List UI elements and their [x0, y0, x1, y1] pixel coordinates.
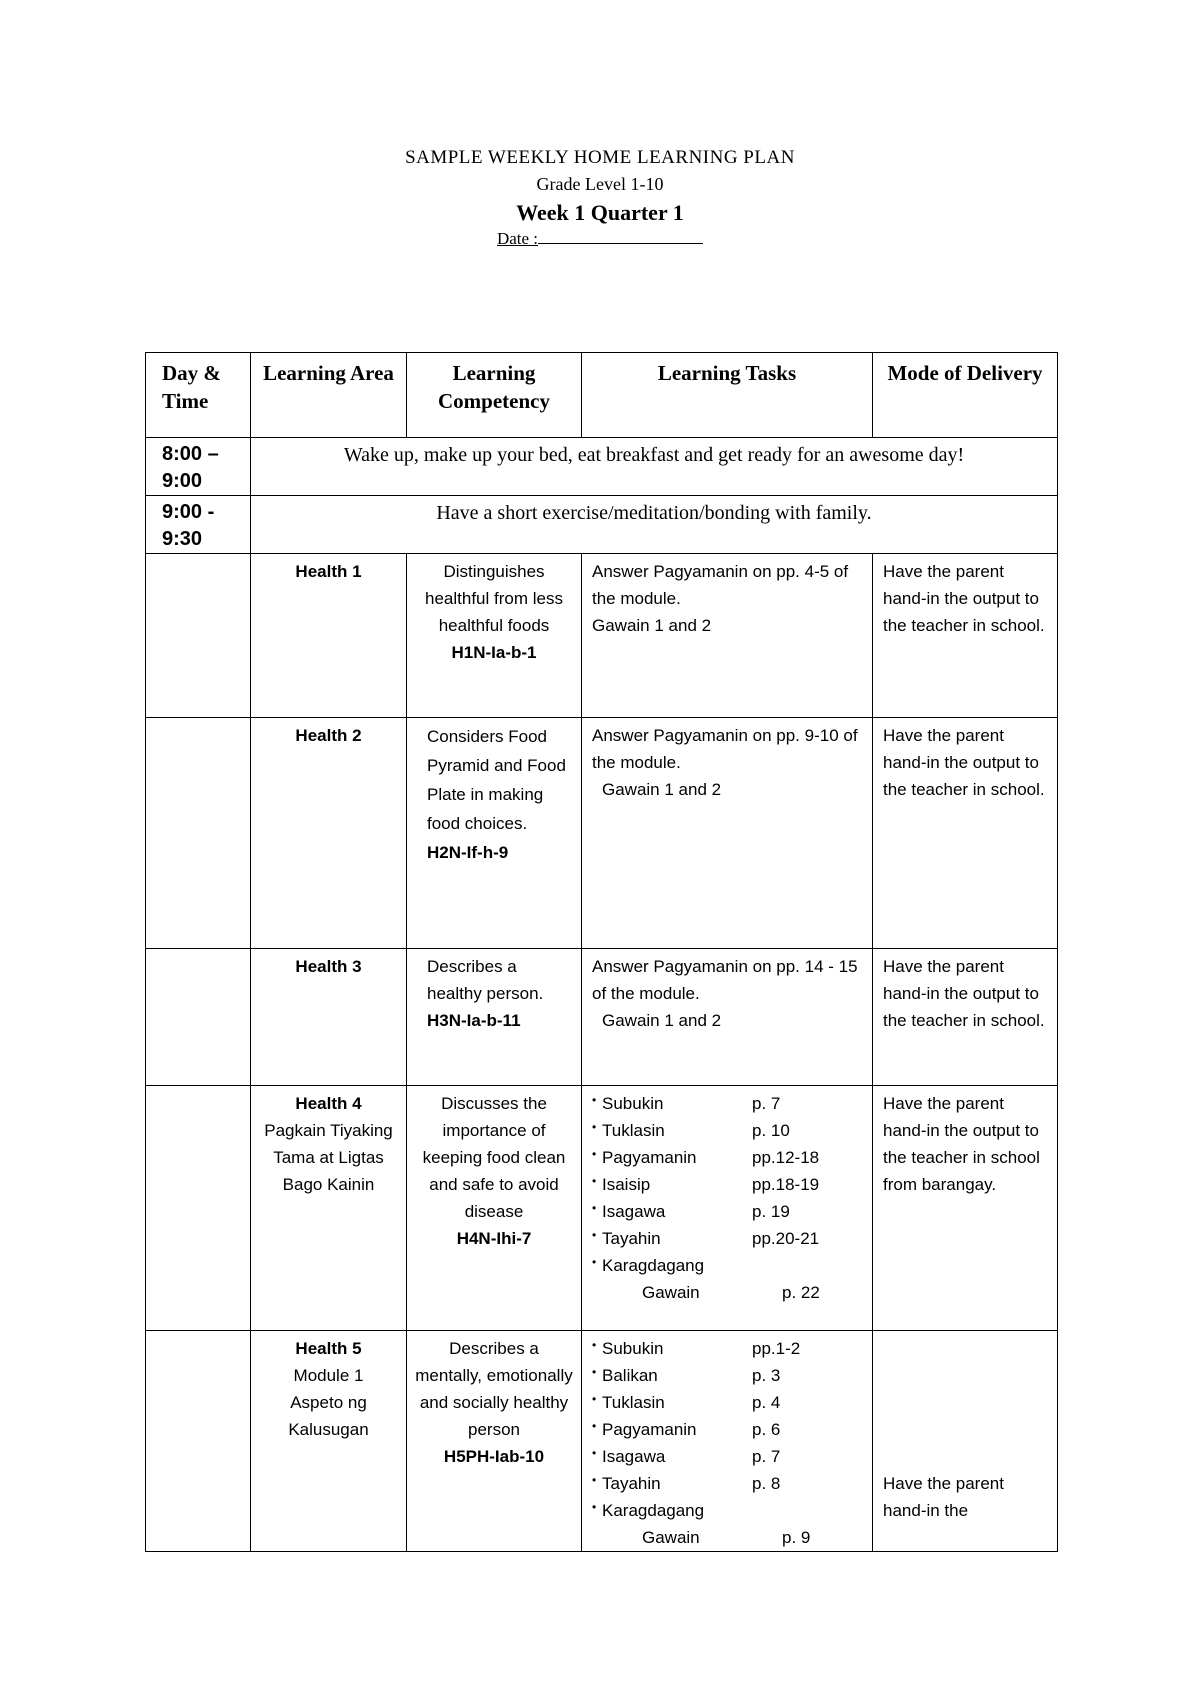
- competency-code: H2N-If-h-9: [427, 843, 509, 862]
- mode-cell: Have the parent hand-in the output to the teacher in school.: [873, 949, 1058, 1086]
- competency-code: H1N-Ia-b-1: [451, 643, 537, 662]
- task-item-label: Tayahin: [602, 1474, 661, 1493]
- table-header-row: [146, 353, 1058, 438]
- tasks-cell: [582, 1086, 873, 1331]
- col-learning-tasks: Learning Tasks: [582, 353, 873, 438]
- task-item-page: p. 3: [752, 1366, 781, 1385]
- task-item-page: p. 7: [752, 1447, 781, 1466]
- task-list: [592, 1335, 864, 1551]
- bullet-icon: •: [592, 1473, 597, 1487]
- task-item: [592, 1362, 864, 1389]
- task-item: [592, 1335, 864, 1362]
- tasks-cell: [582, 1331, 873, 1552]
- competency-cell: [407, 1086, 582, 1331]
- task-item: [592, 1443, 864, 1470]
- competency-text: Describes a mentally, emotionally and socially healthy person: [415, 1339, 573, 1439]
- mode-cell: Have the parent hand-in the output to the teacher in school from barangay.: [873, 1086, 1058, 1331]
- area-subtitle: Module 1 Aspeto ng Kalusugan: [288, 1366, 369, 1439]
- table-row: [146, 949, 1058, 1086]
- task-line: Gawain 1 and 2: [592, 616, 712, 635]
- area-name: Health 3: [295, 957, 362, 976]
- task-item-label: Pagyamanin: [602, 1420, 697, 1439]
- task-item-label: Isaisip: [602, 1175, 651, 1194]
- task-item-label: Tayahin: [602, 1229, 661, 1248]
- task-list: [592, 1090, 864, 1306]
- table-row: [146, 554, 1058, 718]
- date-blank: [538, 229, 703, 244]
- bullet-icon: •: [592, 1228, 597, 1242]
- task-item-page: pp.20-21: [752, 1229, 820, 1248]
- competency-text: Distinguishes healthful from less healthful foods: [425, 562, 563, 635]
- task-item-page: p. 22: [782, 1283, 820, 1302]
- task-item-label: Subukin: [602, 1339, 664, 1358]
- learning-area-cell: [251, 1331, 407, 1552]
- learning-area-cell: [251, 718, 407, 949]
- bullet-icon: •: [592, 1338, 597, 1352]
- grade-level: Grade Level 1-10: [536, 174, 664, 194]
- competency-text: Considers Food Pyramid and Food Plate in making food choices.: [427, 727, 566, 833]
- task-item-label: Tuklasin: [602, 1121, 665, 1140]
- bullet-icon: [592, 1279, 602, 1306]
- tasks-cell: [582, 554, 873, 718]
- bullet-icon: •: [592, 1392, 597, 1406]
- task-item: [592, 1144, 864, 1171]
- col-mode-of-delivery: Mode of Delivery: [873, 353, 1058, 438]
- task-item-page: p. 4: [752, 1393, 781, 1412]
- task-item-page: p. 10: [752, 1121, 790, 1140]
- task-line: Answer Pagyamanin on pp. 14 - 15 of the module.: [592, 957, 858, 1003]
- task-item: [592, 1225, 864, 1252]
- bullet-icon: •: [592, 1147, 597, 1161]
- date-line: [0, 228, 1200, 250]
- task-item-label: Tuklasin: [602, 1393, 665, 1412]
- area-name: Health 2: [295, 726, 362, 745]
- task-item-page: p. 9: [782, 1528, 811, 1547]
- learning-area-cell: [251, 949, 407, 1086]
- routine-text: Wake up, make up your bed, eat breakfast and get ready for an awesome day!: [251, 438, 1058, 496]
- competency-cell: [407, 718, 582, 949]
- task-line: Gawain 1 and 2: [602, 780, 722, 799]
- bullet-icon: •: [592, 1201, 597, 1215]
- task-item-page: p. 7: [752, 1094, 781, 1113]
- task-item: [592, 1198, 864, 1225]
- task-item-label: Balikan: [602, 1366, 658, 1385]
- task-line: Answer Pagyamanin on pp. 9-10 of the module.: [592, 726, 858, 772]
- competency-cell: [407, 1331, 582, 1552]
- tasks-cell: [582, 949, 873, 1086]
- task-item-page: pp.1-2: [752, 1339, 801, 1358]
- routine-text: Have a short exercise/meditation/bonding with family.: [251, 496, 1058, 554]
- task-item: [592, 1497, 864, 1524]
- task-item: [592, 1416, 864, 1443]
- competency-text: Describes a healthy person.: [427, 957, 544, 1003]
- mode-spacer: [883, 1335, 1049, 1470]
- bullet-icon: •: [592, 1255, 597, 1269]
- day-time-cell: [146, 718, 251, 949]
- tasks-cell: [582, 718, 873, 949]
- document-title: SAMPLE WEEKLY HOME LEARNING PLAN: [405, 147, 795, 168]
- col-learning-competency: Learning Competency: [407, 353, 582, 438]
- document-header: [0, 146, 1200, 250]
- bullet-icon: •: [592, 1120, 597, 1134]
- day-time-cell: [146, 949, 251, 1086]
- routine-time: 8:00 – 9:00: [146, 438, 251, 496]
- task-item-label: Karagdagang: [602, 1256, 705, 1275]
- task-item: [592, 1524, 864, 1551]
- table-row: [146, 1086, 1058, 1331]
- col-day-time: Day & Time: [146, 353, 251, 438]
- bullet-icon: •: [592, 1500, 597, 1514]
- competency-code: H3N-Ia-b-11: [427, 1011, 521, 1030]
- competency-text: Discusses the importance of keeping food clean and safe to avoid disease: [422, 1094, 566, 1221]
- routine-row: [146, 438, 1058, 496]
- learning-plan-table: [145, 352, 1058, 1552]
- task-item: [592, 1389, 864, 1416]
- bullet-icon: •: [592, 1446, 597, 1460]
- routine-time: 9:00 - 9:30: [146, 496, 251, 554]
- task-line: Answer Pagyamanin on pp. 4-5 of the module.: [592, 562, 849, 608]
- learning-area-cell: [251, 554, 407, 718]
- task-item-label: Isagawa: [602, 1447, 666, 1466]
- task-item: [592, 1279, 864, 1306]
- bullet-icon: [592, 1524, 602, 1551]
- task-item: [592, 1171, 864, 1198]
- task-item-label: Gawain: [642, 1528, 700, 1547]
- task-item: [592, 1090, 864, 1117]
- mode-text: Have the parent hand-in the: [883, 1474, 1004, 1520]
- task-item-label: Isagawa: [602, 1202, 666, 1221]
- task-item: [592, 1252, 864, 1279]
- day-time-cell: [146, 554, 251, 718]
- task-item-label: Pagyamanin: [602, 1148, 697, 1167]
- learning-area-cell: [251, 1086, 407, 1331]
- task-item-page: p. 8: [752, 1474, 781, 1493]
- area-name: Health 1: [295, 562, 362, 581]
- task-item-page: p. 6: [752, 1420, 781, 1439]
- task-item: [592, 1470, 864, 1497]
- table-row: [146, 718, 1058, 949]
- bullet-icon: •: [592, 1093, 597, 1107]
- week-quarter: Week 1 Quarter 1: [516, 200, 684, 225]
- day-time-cell: [146, 1086, 251, 1331]
- competency-cell: [407, 949, 582, 1086]
- date-label: Date :: [496, 229, 539, 248]
- task-item-label: Subukin: [602, 1094, 664, 1113]
- task-item: [592, 1117, 864, 1144]
- bullet-icon: •: [592, 1174, 597, 1188]
- task-item-label: Gawain: [642, 1283, 700, 1302]
- task-item-page: p. 19: [752, 1202, 790, 1221]
- table-row: [146, 1331, 1058, 1552]
- bullet-icon: •: [592, 1419, 597, 1433]
- task-item-page: pp.12-18: [752, 1148, 820, 1167]
- task-line: Gawain 1 and 2: [602, 1011, 722, 1030]
- task-item-label: Karagdagang: [602, 1501, 705, 1520]
- competency-code: H5PH-Iab-10: [443, 1447, 545, 1466]
- mode-cell: Have the parent hand-in the output to the teacher in school.: [873, 554, 1058, 718]
- area-name: Health 5: [295, 1339, 362, 1358]
- col-learning-area: Learning Area: [251, 353, 407, 438]
- area-subtitle: Pagkain Tiyaking Tama at Ligtas Bago Kainin: [264, 1121, 393, 1194]
- bullet-icon: •: [592, 1365, 597, 1379]
- mode-cell: Have the parent hand-in the output to the teacher in school.: [873, 718, 1058, 949]
- task-item-page: pp.18-19: [752, 1175, 820, 1194]
- competency-cell: [407, 554, 582, 718]
- competency-code: H4N-Ihi-7: [456, 1229, 532, 1248]
- routine-row: [146, 496, 1058, 554]
- area-name: Health 4: [295, 1094, 362, 1113]
- mode-cell: [873, 1331, 1058, 1552]
- day-time-cell: [146, 1331, 251, 1552]
